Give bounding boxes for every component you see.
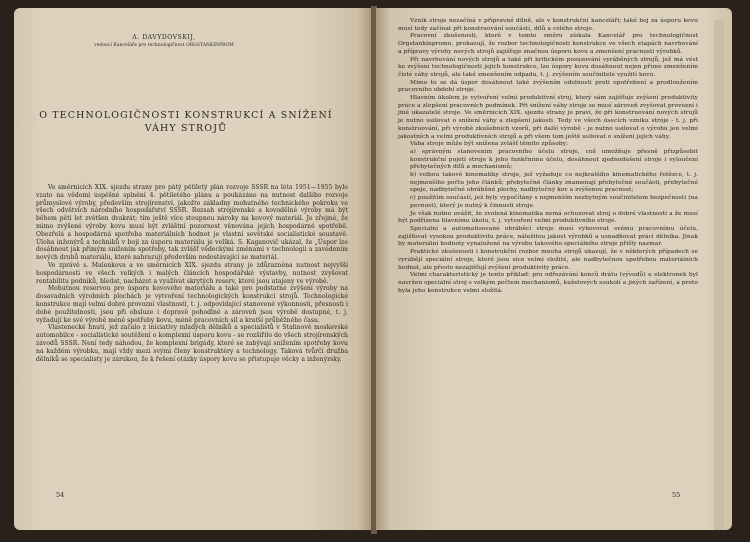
title-line-2: VÁHY STROJŮ: [144, 123, 228, 134]
paragraph: Ve směrnicích XIX. sjezdu strany pro pátý pětiletý plán rozvoje SSSR na léta 1951—1955 bylo vzato na vědomí úspěšné splnění 4. pětiletého plánu a poukázáno na nutnost dalšího rozvoje průmyslové výroby, především strojírenství, jakožto základny mohutného technického pokroku ve všech odvětvích národního hospodářství SSSR. Rozsah strojírenské a kovodělné výroby má být během pěti let zvětšen dvakrát; tím ještě více stoupnou nároky na kovový materiál. Je zřejmé, že mimo zvýšené výroby kovu musí být zvláštní pozornost věnována jejich hospodárné spotřebě. Obezřelá a hospodárná spotřeba materiálních hodnot je vlastní sovětské socialistické soustavě. Úloha inženýrů a techniků v boji za úsporu materiálu je veliká. S. Kaganovič ukázal, že „Úspor lze dosáhnout jak přímým snížením spotřeby, tak zvlášť vědeckými změnami v technologii a zavedením nových druhů materiálu, které nahrazují především nedostávající se materiál.: [36, 184, 348, 262]
list-item: b) volbou takové kinematiky stroje, jež vyžaduje co nejkratšího kinematického řetězce, t. j. nejmenšího počtu jeho článků; přebytečné články znamenají přebytečné součásti, přebytečné spoje, nadbytečné obráběné plochy, nadbytečný kov a zvýšenou pracnost;: [410, 172, 698, 194]
title-line-1: O TECHNOLOGIČNOSTI KONSTRUKCÍ A SNÍŽENÍ: [39, 110, 333, 121]
left-body-text: [36, 184, 348, 363]
paragraph: Je však nutno uvážit, že zvolená kinematika nemá ochuzovat stroj o dobré vlastnosti a že musí být podřízena hlavnímu úkolu, t. j. vytvoření velmi produktivního stroje.: [398, 210, 698, 225]
paragraph: Vlastenecké hnutí, jež začalo z iniciativy mladých dělníků a specialistů v Stalinově moskevské automobilce - socialistické soutěžení o komplexní úsporu kovu - se rozšířilo do všech strojírenských závodů SSSR. Není tedy náhodou, že komplexní brigády, které se zabývají snížením spotřeby kovu na každém výrobku, mají vždy mezi svými členy konstruktéry a technology. Taková tvůrčí družba dělníků se specialisty je zárukou, že k řešení otázky úspory kovu se přistupuje věcky a inženýrsky.: [36, 324, 348, 363]
paragraph: Ve zprávě s. Malenkova a ve směrnicích XIX. sjezdu strany je zdůrazněna nutnost nejvyšší hospodárnosti ve všech velkých i malých článcích hospodářské výstavby, nutnost zvyšovat rentabilitu podniků, hledat, nacházet a využívat skrytých reserv, které jsou utajeny ve výrobě.: [36, 261, 348, 285]
author-name: A. DAVYDOVSKIJ,: [132, 34, 196, 41]
paragraph: Velmi charakteristický je tento příklad: pro odřezávání konců drátu (vývodů) u elektronek byl navržen speciální stroj s velkým počtem mechanismů, kuželových soukolí a jiných zařízení, a proto byla jeho konstrukce velmi složitá.: [398, 272, 698, 294]
page-number: 54: [56, 491, 65, 499]
author-affiliation: vedoucí Kanceláře pro technologičnost ORGSTANKINPROM: [94, 43, 234, 48]
paragraph: Váha stroje může být snížena zvlášť těmito způsoby:: [410, 141, 569, 148]
paragraph: Vznik stroje nezačíná v přípravné dílně, ale v konstrukční kanceláři; také boj za úsporu kovu musí tedy začínat při konstruování součástí, dílů a celého stroje.: [398, 18, 698, 32]
paragraph: Pracovní zkušenosti, které v tomto směru získala Kancelář pro technologičnost Orgstankinpromu, prokazují, že rozbor technologičnosti konstrukce ve všech etapách navrhování a přípravy výroby nových strojů zajišťuje značnou úsporu kovu a zmenšení pracnosti výrobků.: [398, 33, 698, 55]
article-title: [36, 109, 336, 135]
list-item: a) správným stanovením pracovního účelu stroje, což umožňuje přesně přizpůsobit konstrukční pojetí stroje k jeho funkčnímu účelu, dosáhnout zjednodušení stroje i vyloučení přebytečných dílů a mechanismů;: [410, 148, 698, 171]
paragraph: Při navrhování nových strojů a také při kritickém posuzování vyráběných strojů, jež má vést ke zvýšení technologičnosti jejich konstrukce, lze úspory kovu dosáhnout nejen přímo zmenšením čisté váhy strojů, ale také zmenšením odpadu, t. j. zvýšením součinitele využití kovu.: [398, 56, 698, 78]
paragraph: Specialní a automatisované obráběcí stroje musí vyhovovat svému pracovnímu účelu, zajišťovat vysokou produktivitu práce, náležitou jakost výrobků a usnadňovat práci dělníka. Jinak by materiální hodnoty vynaložené na výrobu takového speciálního stroje přišly nazmar.: [398, 225, 698, 248]
page-edges: [714, 20, 724, 530]
left-page: [14, 8, 372, 530]
page-number: 55: [672, 491, 681, 499]
right-page: [376, 8, 732, 530]
paragraph: Praktické zkušenosti i konstrukční rozbor mnoha strojů ukazují, že v některých případech se vyrábějí speciální stroje, které jsou sice velmi složité, ale nadbytečnou spotřebou materiálních hodnot, ale přesto nezajišťují zvýšení produktivity práce.: [398, 249, 698, 271]
paragraph: Hlavním úkolem je vytvoření velmi produktivní stroj, který sám zajišťuje zvýšení produktivity práce a zlepšení pracovních podmínek. Při snížení váhy stroje se musí zároveň zvyšovat provozní i jiné ukazatelé stroje. Ve směrnicích XIX. sjezdu strany je pravi, že při konstruování nových strojů je nutno usilovat o snížení váhy a zlepšení jakosti. Tedy ve všech úsecích vzniku stroje - t. j. při konstruování, při výrobě zkušebních vzorů, při další výrobě - je nutno usilovat o výrobu jen velmi jakostních a velmi produktivních strojů a při všem tom ještě usilovat o snížení jejich váhy.: [398, 95, 698, 140]
list-item: c) použitím součástí, jež byly vypočítány s nejmenším nezbytným součinitelem bezpečnosti (na pevnost), který je nutný k činnosti stroje.: [410, 195, 698, 209]
paragraph: Mohutnou reservou pro úsporu kovového materiálu a také pro podstatné zvýšení výroby na dosavadních výrobních plochách je vytvoření technologických konstrukcí strojů. Technologické konstrukce mají velmi dobré provozní vlastnosti, t. j. odpovídající stanovené výkonnosti, přesnosti i dobé použitelnosti, jsou při obsluze i dopravě pohodlné a zároveň jsou výrobě dostupné, t. j. vyžadují ke své výrobě méně spotřeby kovu, méně pracovních sil a kratší průběžného času.: [36, 285, 348, 324]
paragraph: Mimo to se dá úspor dosáhnout také zvýšením odolnosti proti opotřebení a prodloužením pracovního období stroje.: [398, 79, 698, 94]
right-body-text: [398, 18, 698, 295]
